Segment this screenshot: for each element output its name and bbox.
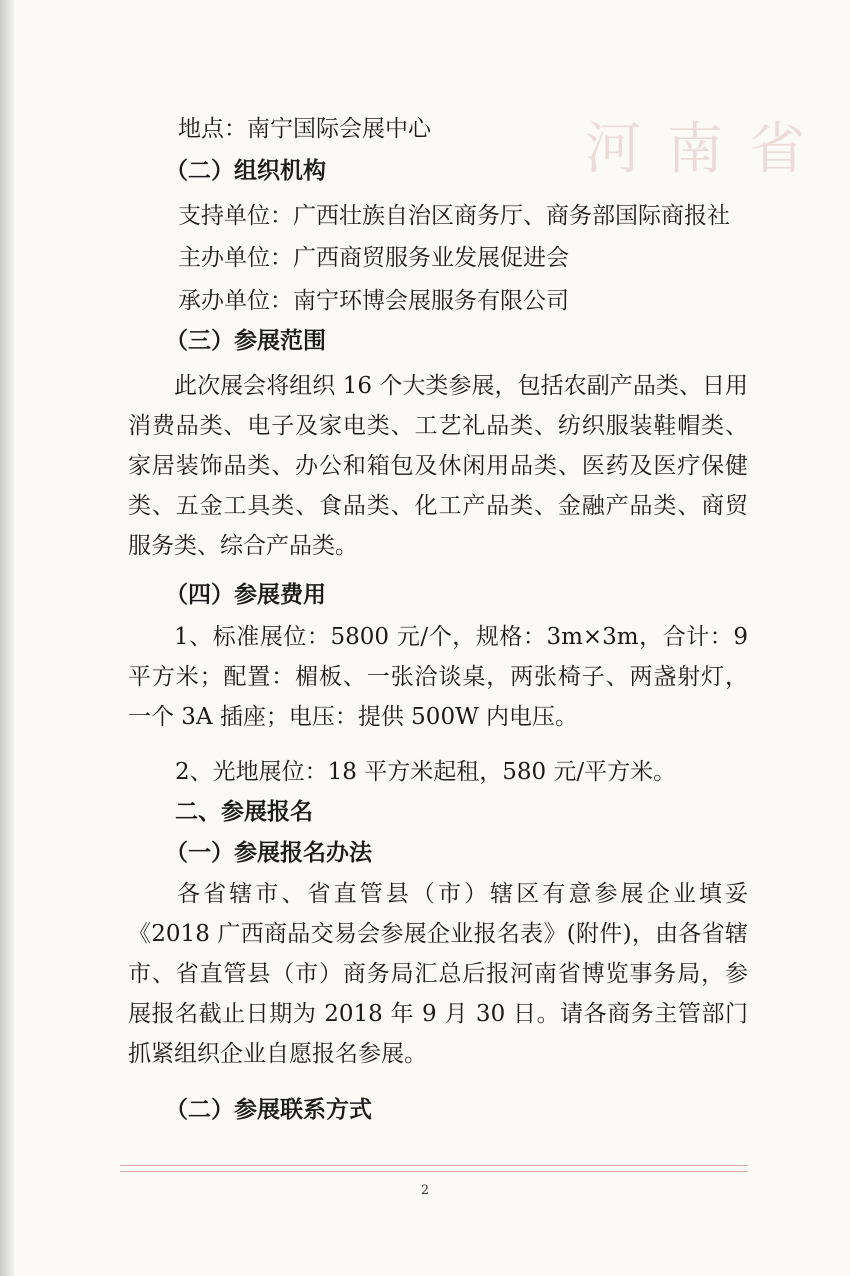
scope-paragraph bbox=[128, 366, 748, 566]
registration-method-paragraph bbox=[128, 874, 748, 1074]
footer-rule bbox=[120, 1165, 748, 1166]
support-unit: 支持单位：广西壮族自治区商务厅、商务部国际商报社 bbox=[178, 203, 730, 229]
org-heading: （二）组织机构 bbox=[165, 157, 326, 184]
scan-edge-shadow bbox=[0, 0, 14, 1276]
organizer-unit: 承办单位：南宁环博会展服务有限公司 bbox=[178, 288, 569, 314]
venue-line: 地点：南宁国际会展中心 bbox=[178, 116, 431, 142]
registration-method-heading: （一）参展报名办法 bbox=[165, 839, 372, 866]
fee-item-1-paragraph bbox=[128, 617, 748, 737]
fee-item-1: 1、标准展位：5800 元/个，规格：3m×3m，合计：9 平方米；配置：楣板、一张洽谈桌，两张椅子、两盏射灯，一个 3A 插座；电压：提供 500W 内电压。 bbox=[128, 624, 748, 730]
footer-rule-secondary bbox=[120, 1171, 748, 1172]
bleed-through-letterhead: 河南省 bbox=[585, 117, 831, 182]
registration-heading: 二、参展报名 bbox=[175, 798, 313, 825]
host-unit: 主办单位：广西商贸服务业发展促进会 bbox=[178, 245, 569, 271]
scope-text: 此次展会将组织 16 个大类参展，包括农副产品类、日用消费品类、电子及家电类、工艺礼品类、纺织服装鞋帽类、家居装饰品类、办公和箱包及休闲用品类、医药及医疗保健类、五金工具类、食品类、化工产品类、金融产品类、商贸服务类、综合产品类。 bbox=[128, 373, 748, 559]
fee-item-2: 2、光地展位：18 平方米起租，580 元/平方米。 bbox=[175, 759, 677, 785]
contact-heading: （二）参展联系方式 bbox=[165, 1096, 372, 1123]
fee-heading: （四）参展费用 bbox=[165, 581, 326, 608]
page-number: 2 bbox=[420, 1183, 430, 1198]
registration-method-text: 各省辖市、省直管县（市）辖区有意参展企业填妥《2018 广西商品交易会参展企业报名表》(附件)，由各省辖市、省直管县（市）商务局汇总后报河南省博览事务局，参展报名截止日期为 2018 年 9 月 30 日。请各商务主管部门抓紧组织企业自愿报名参展。 bbox=[128, 881, 748, 1067]
scope-heading: （三）参展范围 bbox=[165, 327, 326, 354]
